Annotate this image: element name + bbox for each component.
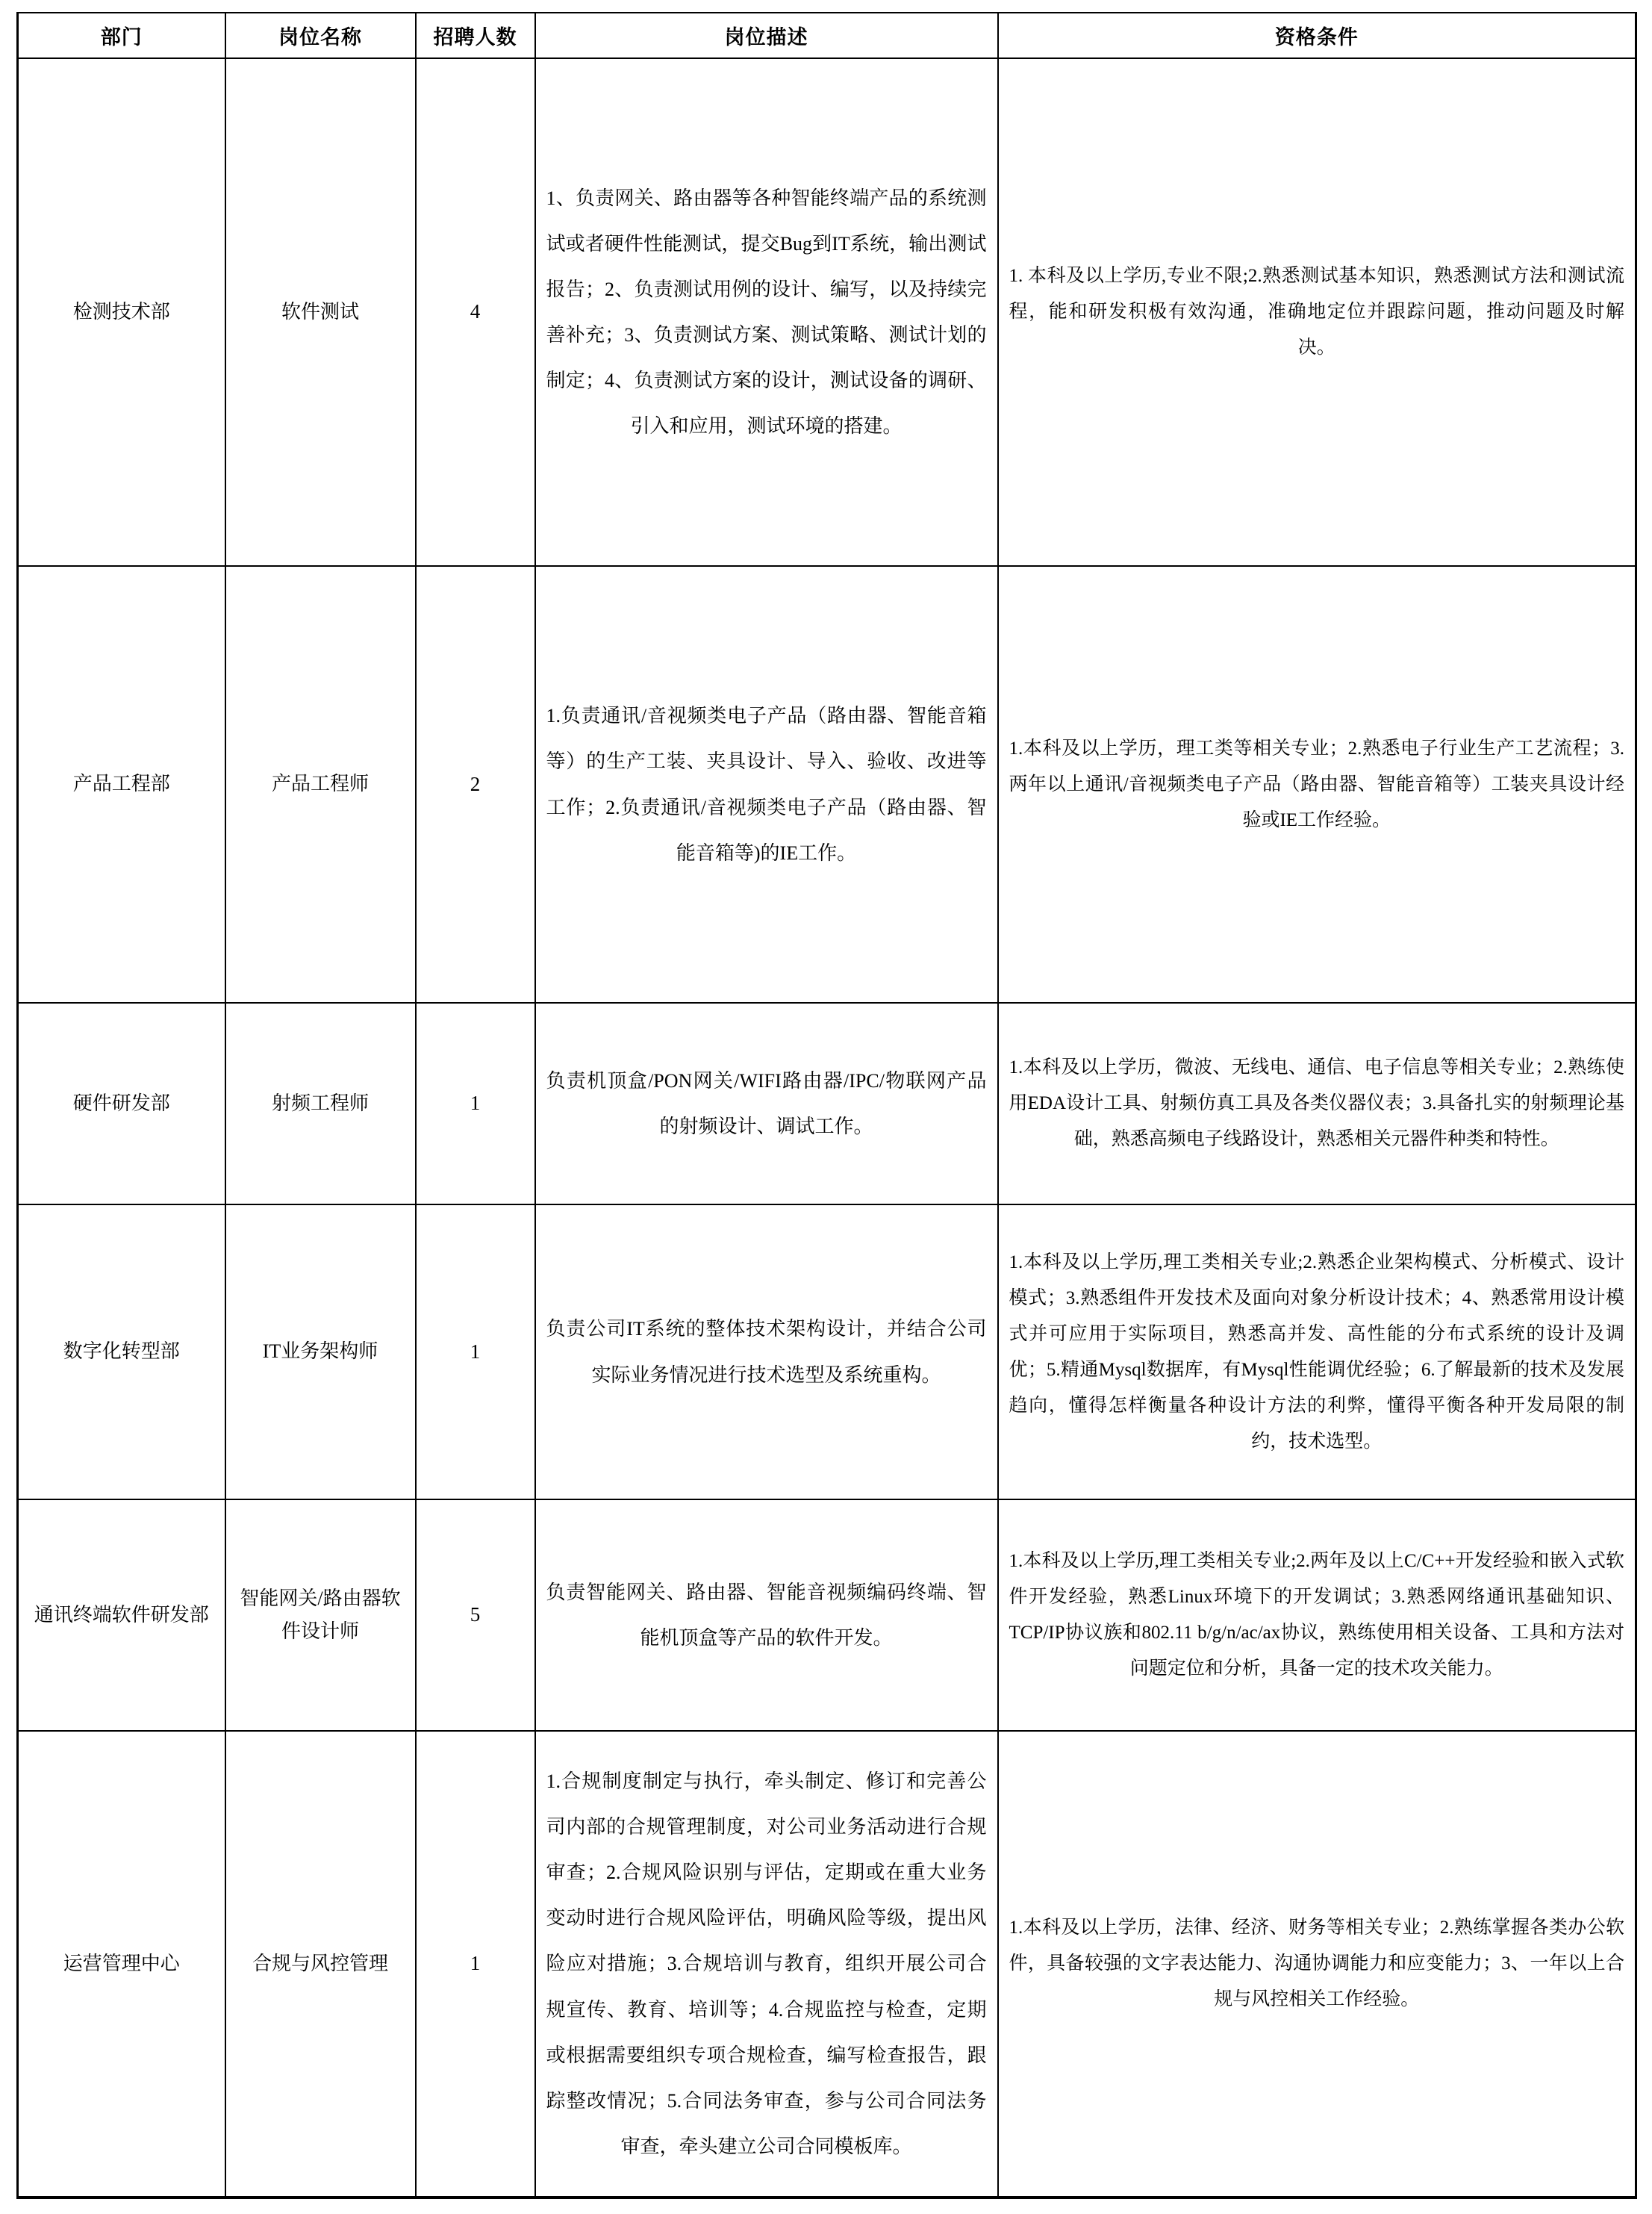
header-row: [18, 13, 1636, 58]
cell-headcount: 5: [416, 1499, 535, 1731]
cell-position: IT业务架构师: [225, 1204, 416, 1499]
column-header-department: 部门: [18, 13, 225, 58]
column-header-description: 岗位描述: [535, 13, 998, 58]
cell-department: 检测技术部: [18, 58, 225, 566]
table-row: [18, 58, 1636, 566]
table-body: [18, 58, 1636, 2198]
cell-description: 1.合规制度制定与执行，牵头制定、修订和完善公司内部的合规管理制度，对公司业务活动进行合规审查；2.合规风险识别与评估，定期或在重大业务变动时进行合规风险评估，明确风险等级，提出风险应对措施；3.合规培训与教育，组织开展公司合规宣传、教育、培训等；4.合规监控与检查，定期或根据需要组织专项合规检查，编写检查报告，跟踪整改情况；5.合同法务审查，参与公司合同法务审查，牵头建立公司合同模板库。: [535, 1731, 998, 2198]
cell-headcount: 1: [416, 1204, 535, 1499]
cell-description: 负责公司IT系统的整体技术架构设计，并结合公司实际业务情况进行技术选型及系统重构。: [535, 1204, 998, 1499]
cell-department: 硬件研发部: [18, 1003, 225, 1204]
cell-description: 1、负责网关、路由器等各种智能终端产品的系统测试或者硬件性能测试，提交Bug到IT系统，输出测试报告；2、负责测试用例的设计、编写，以及持续完善补充；3、负责测试方案、测试策略、测试计划的制定；4、负责测试方案的设计，测试设备的调研、引入和应用，测试环境的搭建。: [535, 58, 998, 566]
table-row: [18, 1731, 1636, 2198]
cell-position: 合规与风控管理: [225, 1731, 416, 2198]
cell-position: 产品工程师: [225, 566, 416, 1003]
table-header: [18, 13, 1636, 58]
table-row: [18, 1204, 1636, 1499]
cell-department: 数字化转型部: [18, 1204, 225, 1499]
recruitment-table: [16, 12, 1637, 2199]
cell-qualification: 1.本科及以上学历，法律、经济、财务等相关专业；2.熟练掌握各类办公软件，具备较强的文字表达能力、沟通协调能力和应变能力；3、一年以上合规与风控相关工作经验。: [998, 1731, 1636, 2198]
cell-department: 产品工程部: [18, 566, 225, 1003]
column-header-position: 岗位名称: [225, 13, 416, 58]
cell-qualification: 1.本科及以上学历,理工类相关专业;2.熟悉企业架构模式、分析模式、设计模式；3.熟悉组件开发技术及面向对象分析设计技术；4、熟悉常用设计模式并可应用于实际项目，熟悉高并发、高性能的分布式系统的设计及调优；5.精通Mysql数据库，有Mysql性能调优经验；6.了解最新的技术及发展趋向，懂得怎样衡量各种设计方法的利弊，懂得平衡各种开发局限的制约，技术选型。: [998, 1204, 1636, 1499]
cell-headcount: 2: [416, 566, 535, 1003]
cell-department: 运营管理中心: [18, 1731, 225, 2198]
cell-position: 智能网关/路由器软件设计师: [225, 1499, 416, 1731]
cell-department: 通讯终端软件研发部: [18, 1499, 225, 1731]
cell-qualification: 1. 本科及以上学历,专业不限;2.熟悉测试基本知识，熟悉测试方法和测试流程，能和研发积极有效沟通，准确地定位并跟踪问题，推动问题及时解决。: [998, 58, 1636, 566]
cell-position: 射频工程师: [225, 1003, 416, 1204]
cell-qualification: 1.本科及以上学历，理工类等相关专业；2.熟悉电子行业生产工艺流程；3.两年以上通讯/音视频类电子产品（路由器、智能音箱等）工装夹具设计经验或IE工作经验。: [998, 566, 1636, 1003]
column-header-qualification: 资格条件: [998, 13, 1636, 58]
column-header-headcount: 招聘人数: [416, 13, 535, 58]
cell-description: 1.负责通讯/音视频类电子产品（路由器、智能音箱等）的生产工装、夹具设计、导入、验收、改进等工作；2.负责通讯/音视频类电子产品（路由器、智能音箱等)的IE工作。: [535, 566, 998, 1003]
table-row: [18, 566, 1636, 1003]
cell-headcount: 1: [416, 1731, 535, 2198]
cell-headcount: 1: [416, 1003, 535, 1204]
cell-qualification: 1.本科及以上学历，微波、无线电、通信、电子信息等相关专业；2.熟练使用EDA设计工具、射频仿真工具及各类仪器仪表；3.具备扎实的射频理论基础，熟悉高频电子线路设计，熟悉相关元器件种类和特性。: [998, 1003, 1636, 1204]
cell-headcount: 4: [416, 58, 535, 566]
cell-position: 软件测试: [225, 58, 416, 566]
cell-qualification: 1.本科及以上学历,理工类相关专业;2.两年及以上C/C++开发经验和嵌入式软件开发经验，熟悉Linux环境下的开发调试；3.熟悉网络通讯基础知识、TCP/IP协议族和802.11 b/g/n/ac/ax协议，熟练使用相关设备、工具和方法对问题定位和分析，具备一定的技术攻关能力。: [998, 1499, 1636, 1731]
table-row: [18, 1003, 1636, 1204]
cell-description: 负责智能网关、路由器、智能音视频编码终端、智能机顶盒等产品的软件开发。: [535, 1499, 998, 1731]
cell-description: 负责机顶盒/PON网关/WIFI路由器/IPC/物联网产品的射频设计、调试工作。: [535, 1003, 998, 1204]
table-row: [18, 1499, 1636, 1731]
